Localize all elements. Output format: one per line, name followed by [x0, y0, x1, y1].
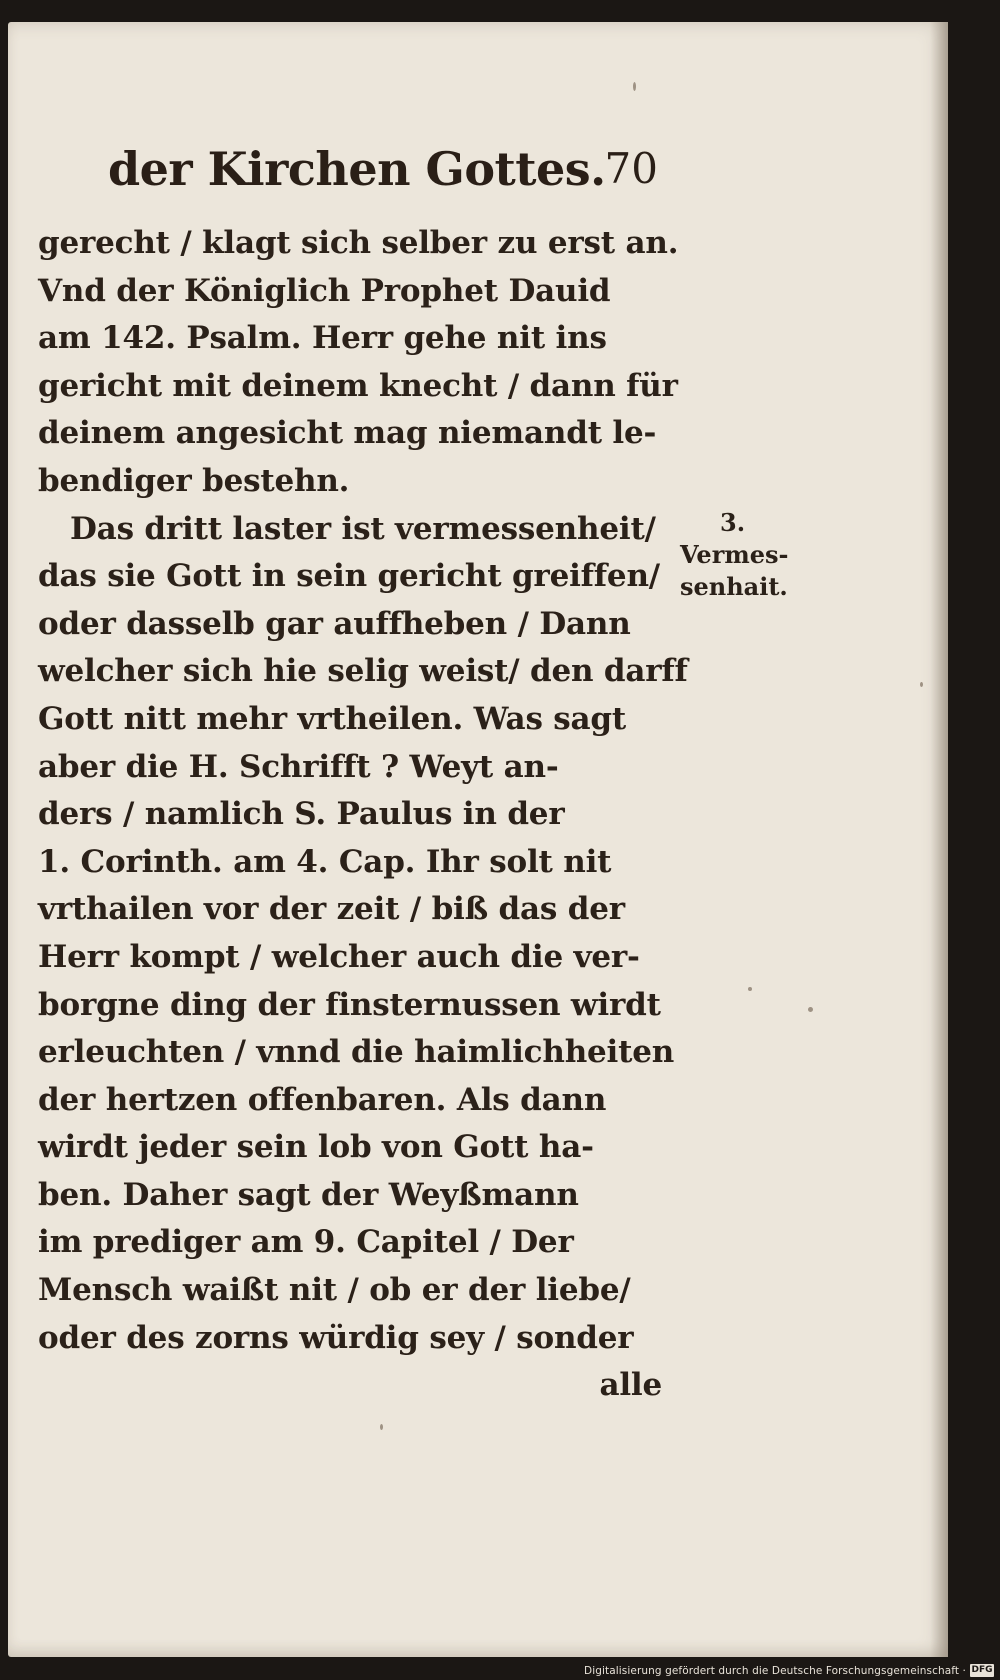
text-line: Gott nitt mehr vrtheilen. Was sagt [38, 700, 627, 737]
paper-speck [920, 682, 923, 687]
marginal-line: senhait. [680, 572, 788, 601]
page-header [96, 122, 668, 202]
text-line: ben. Daher sagt der Weyßmann [38, 1176, 579, 1213]
paper-speck [808, 1007, 813, 1012]
text-line: gericht mit deinem knecht / dann für [38, 367, 678, 404]
text-line: Vnd der Königlich Prophet Dauid [38, 272, 611, 309]
paper-speck [633, 82, 636, 91]
page-number: 70 [604, 144, 658, 193]
text-line: welcher sich hie selig weist/ den darff [38, 653, 688, 690]
marginal-note [680, 507, 840, 603]
marginal-number: 3. [720, 508, 746, 537]
footer-bar [0, 1660, 1000, 1680]
catchword: alle [599, 1367, 662, 1404]
running-title: der Kirchen Gottes. [108, 142, 606, 196]
digitization-credit: Digitalisierung gefördert durch die Deutsche Forschungsgemeinschaft · [584, 1665, 966, 1677]
dfg-logo: DFG [971, 1665, 993, 1675]
text-line: aber die H. Schrifft ? Weyt an- [38, 748, 559, 785]
page-edge-shadow [930, 22, 948, 1657]
text-line: oder des zorns würdig sey / sonder [38, 1319, 634, 1356]
body-text [38, 220, 688, 1410]
marginal-line: Vermes- [680, 540, 789, 569]
text-line: im prediger am 9. Capitel / Der [38, 1224, 574, 1261]
text-line: der hertzen offenbaren. Als dann [38, 1081, 607, 1118]
text-line: erleuchten / vnnd die haimlichheiten [38, 1034, 675, 1071]
text-line: Herr kompt / welcher auch die ver- [38, 938, 640, 975]
text-line: Mensch waißt nit / ob er der liebe/ [38, 1272, 631, 1309]
paper-speck [380, 1424, 383, 1430]
text-line: das sie Gott in sein gericht greiffen/ [38, 558, 660, 595]
book-page [8, 22, 948, 1657]
text-line: Das dritt laster ist vermessenheit/ [70, 510, 656, 547]
paper-speck [748, 987, 752, 991]
text-line: vrthailen vor der zeit / biß das der [38, 891, 625, 928]
text-line: wirdt jeder sein lob von Gott ha- [38, 1129, 594, 1166]
text-line: ders / namlich S. Paulus in der [38, 796, 565, 833]
text-line: 1. Corinth. am 4. Cap. Ihr solt nit [38, 843, 612, 880]
text-line: bendiger bestehn. [38, 462, 350, 499]
text-line: oder dasselb gar auffheben / Dann [38, 605, 631, 642]
text-line: gerecht / klagt sich selber zu erst an. [38, 225, 679, 261]
text-line: am 142. Psalm. Herr gehe nit ins [38, 320, 607, 357]
text-line: deinem angesicht mag niemandt le- [38, 415, 657, 452]
text-line: borgne ding der finsternussen wirdt [38, 986, 661, 1023]
